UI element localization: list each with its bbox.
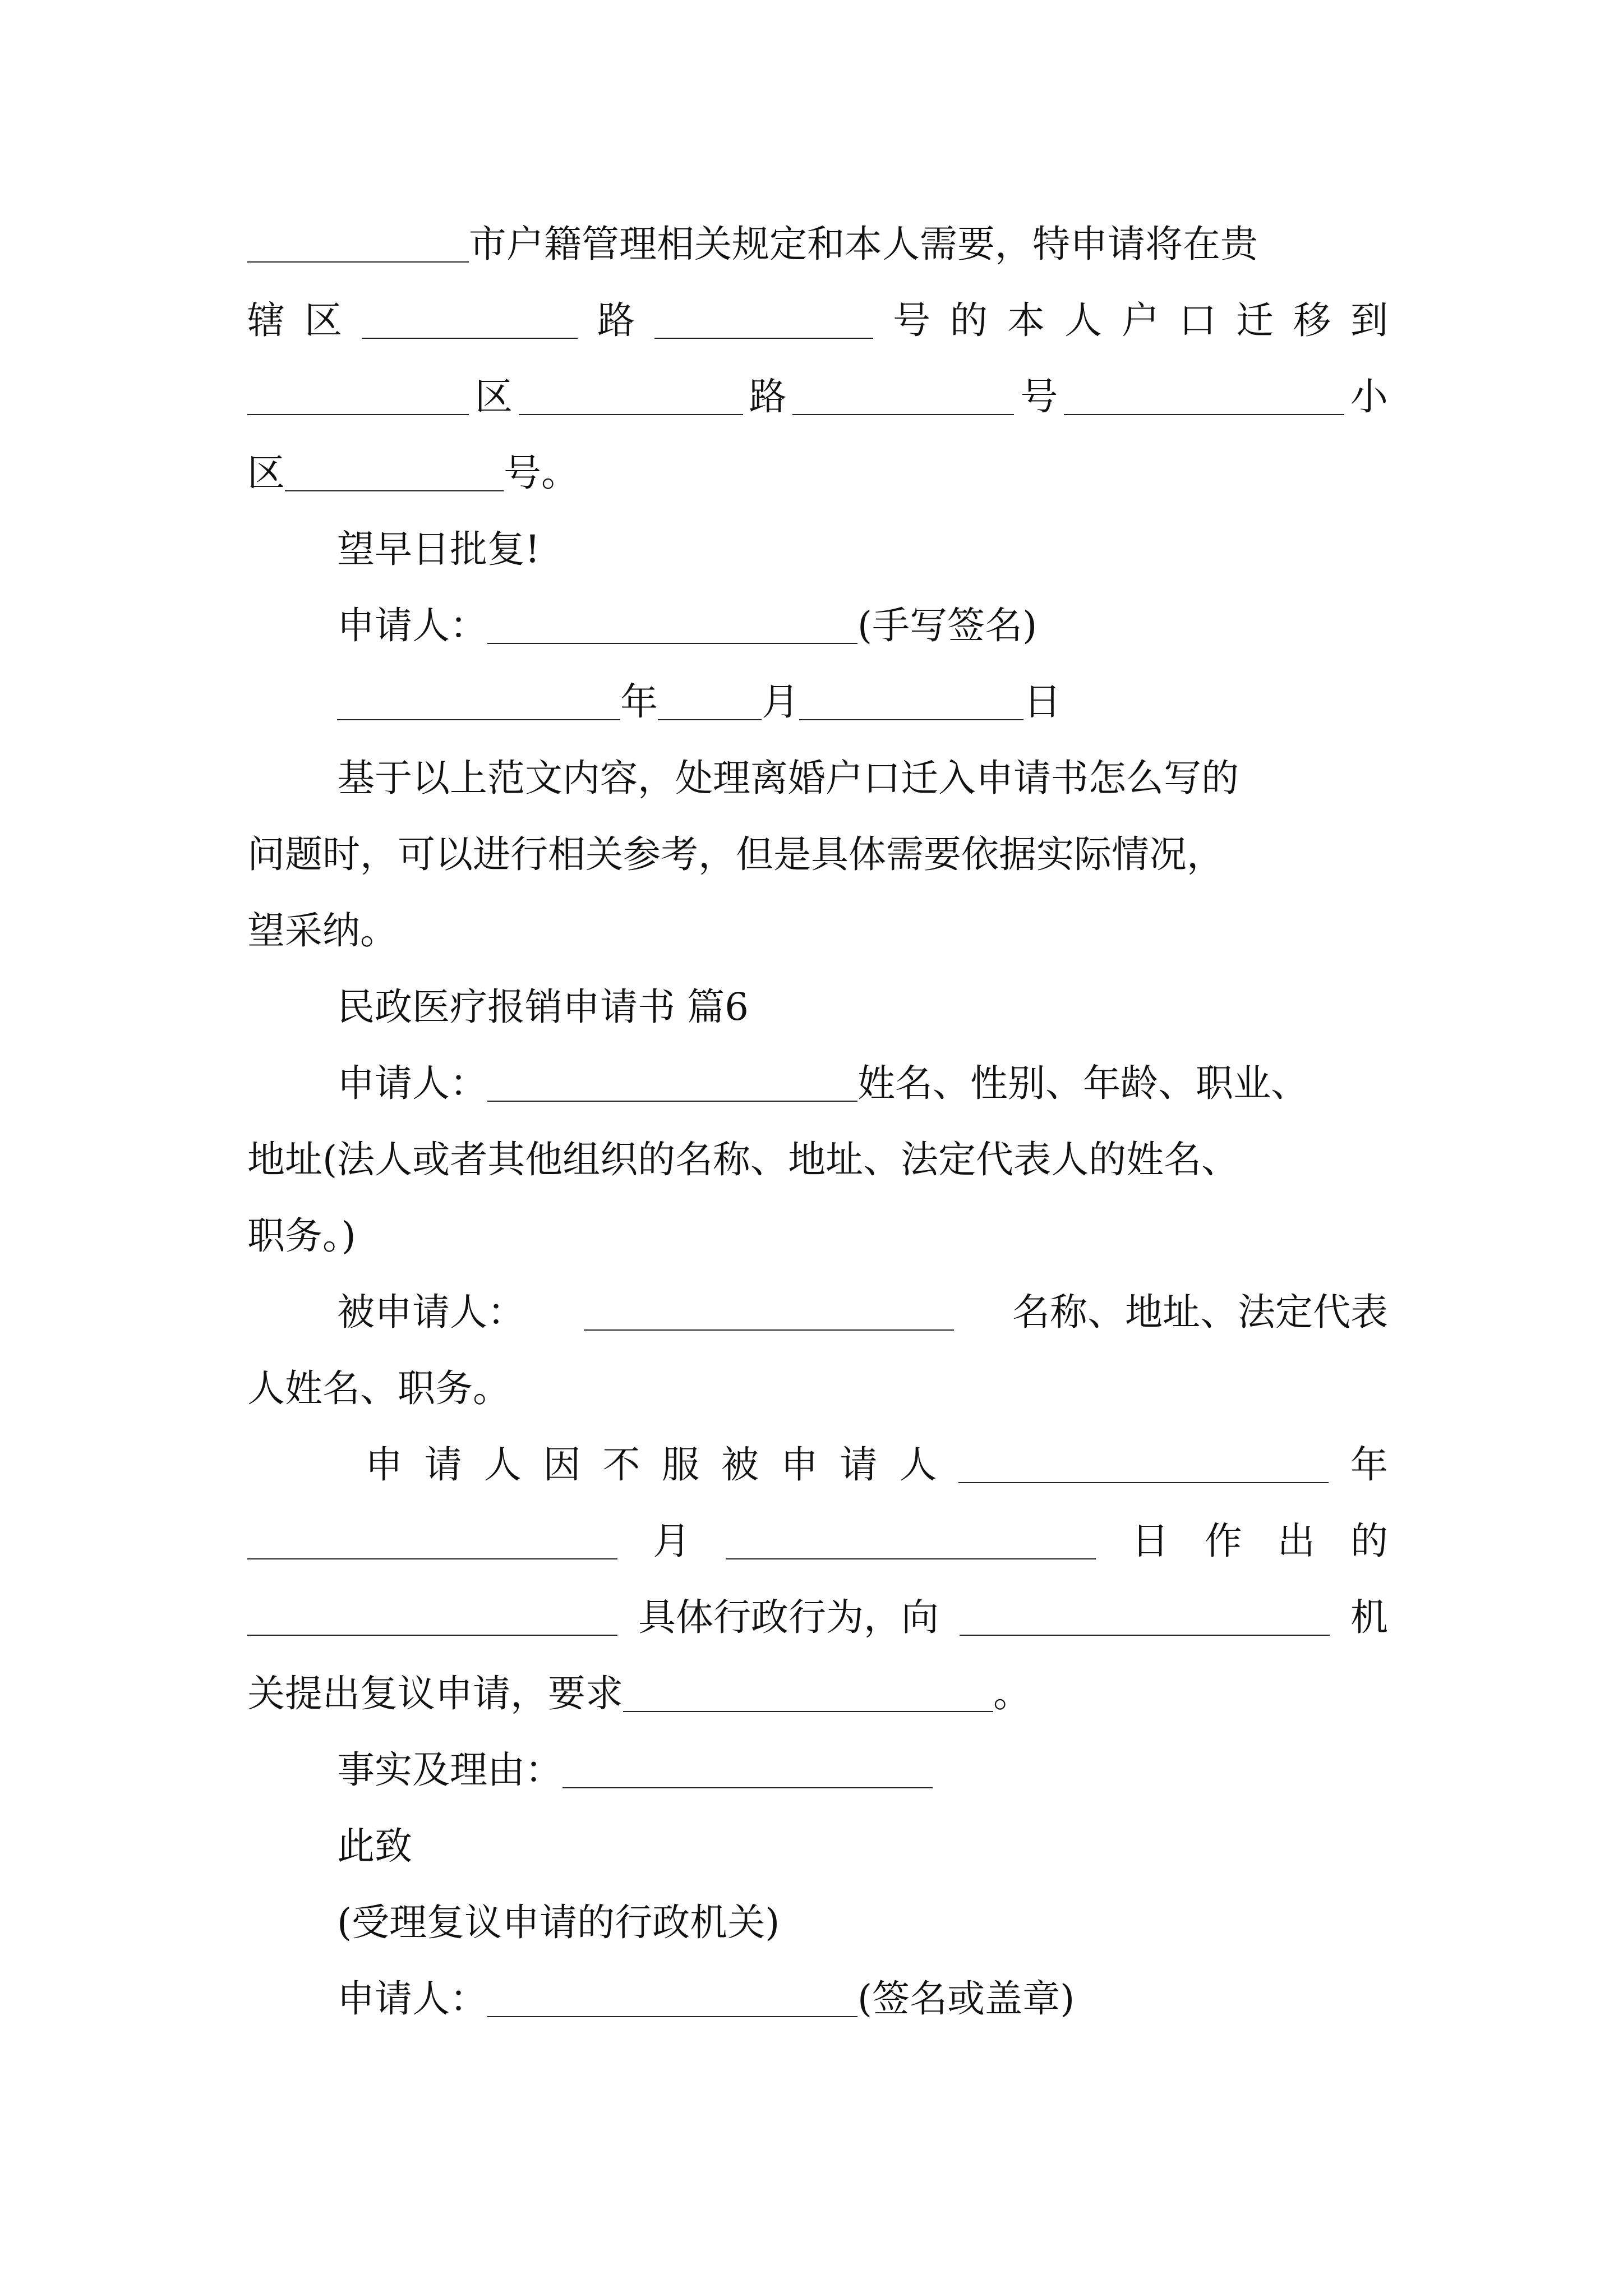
text: 辖 (247, 298, 285, 342)
text-line (247, 442, 1388, 504)
text: 人姓名、职务。 (247, 1366, 510, 1410)
text: 月 (653, 1519, 691, 1563)
text: 姓名、性别、年龄、职业、 (857, 1061, 1308, 1105)
text: 市户籍管理相关规定和本人需要，特申请将在贵 (469, 222, 1258, 266)
text: 户 (1122, 298, 1159, 342)
text-line (247, 1129, 1388, 1190)
fill-in-blank (658, 719, 762, 720)
text: 月 (762, 680, 799, 724)
text-line (337, 1739, 1388, 1801)
fill-in-blank (960, 1635, 1330, 1636)
text: 的 (950, 298, 988, 342)
text: 小 (1350, 375, 1388, 418)
fill-in-blank (958, 1482, 1329, 1483)
text-line (247, 366, 1388, 427)
text: 作 (1204, 1519, 1242, 1563)
fill-in-blank (519, 414, 743, 415)
text-line (247, 900, 1388, 961)
text-line (247, 1358, 1388, 1419)
text: 号 (893, 298, 930, 342)
text: 人 (1064, 298, 1102, 342)
text: 本 (1007, 298, 1045, 342)
text: 申请人： (337, 1061, 487, 1105)
fill-in-blank (792, 414, 1014, 415)
text: 申 (780, 1443, 818, 1487)
text-line (247, 1663, 1388, 1724)
fill-in-blank (726, 1558, 1096, 1559)
text: 服 (662, 1443, 700, 1487)
text-line (247, 213, 1388, 275)
text: 问题时，可以进行相关参考，但是具体需要依据实际情况， (247, 832, 1224, 876)
text: 的 (1350, 1519, 1388, 1563)
fill-in-blank (285, 490, 504, 491)
text-line (247, 289, 1388, 351)
fill-in-blank (562, 1787, 933, 1788)
text: 日 (1023, 680, 1061, 724)
text: 号。 (504, 451, 579, 495)
text: 年 (620, 680, 658, 724)
text-line (337, 1815, 1388, 1877)
text: 区 (474, 375, 513, 418)
text-line (337, 1281, 1388, 1343)
text: 日 (1131, 1519, 1169, 1563)
fill-in-blank (247, 1558, 617, 1559)
text: 申请人： (337, 604, 487, 647)
fill-in-blank (1064, 414, 1344, 415)
text: 区 (247, 451, 285, 495)
text: 职务。) (247, 1214, 356, 1258)
text: 路 (749, 375, 787, 418)
text-line (337, 1968, 1388, 2030)
text: 因 (543, 1443, 581, 1487)
text: 。 (993, 1672, 1031, 1715)
fill-in-blank (584, 1329, 954, 1331)
text-line (337, 595, 1388, 656)
text: (签名或盖章) (857, 1977, 1075, 2021)
text: 移 (1293, 298, 1331, 342)
text: 具体行政行为，向 (638, 1595, 939, 1639)
text: 地址(法人或者其他组织的名称、地址、法定代表人的姓名、 (247, 1138, 1239, 1181)
text: 人 (483, 1443, 522, 1487)
fill-in-blank (247, 261, 469, 263)
fill-in-blank (337, 719, 620, 720)
fill-in-blank (799, 719, 1023, 720)
text: 申 (365, 1443, 403, 1487)
text-line (247, 1586, 1388, 1648)
text: 不 (602, 1443, 640, 1487)
text: (手写签名) (857, 604, 1038, 647)
fill-in-blank (487, 643, 857, 644)
text-line (247, 823, 1388, 885)
text-line (337, 671, 1388, 733)
fill-in-blank (362, 338, 578, 339)
text: 号 (1020, 375, 1058, 418)
text: 被 (721, 1443, 759, 1487)
text: 人 (899, 1443, 937, 1487)
text: 民政医疗报销申请书 篇6 (337, 985, 749, 1029)
text: 基于以上范文内容，处理离婚户口迁入申请书怎么写的 (337, 756, 1239, 800)
text-line (337, 1892, 1388, 1953)
text-line (247, 1510, 1388, 1572)
text-line (337, 747, 1388, 809)
text: 望早日批复! (337, 527, 540, 571)
text: 迁 (1236, 298, 1274, 342)
fill-in-blank (487, 1101, 857, 1102)
text: 口 (1179, 298, 1216, 342)
text: 申请人： (337, 1977, 487, 2021)
text-line (337, 518, 1388, 580)
fill-in-blank (487, 2016, 857, 2017)
text-line (365, 1434, 1388, 1496)
text: 出 (1277, 1519, 1315, 1563)
text-line (247, 1205, 1388, 1267)
fill-in-blank (623, 1711, 993, 1712)
fill-in-blank (247, 414, 469, 415)
text-line (337, 1052, 1388, 1114)
text: 区 (305, 298, 342, 342)
text: 名称、地址、法定代表 (1012, 1290, 1388, 1334)
text: 路 (597, 298, 635, 342)
fill-in-blank (247, 1635, 617, 1636)
text: (受理复议申请的行政机关) (337, 1901, 780, 1944)
section-heading (337, 976, 1388, 1038)
text: 年 (1350, 1443, 1388, 1487)
text: 请 (424, 1443, 462, 1487)
text: 望采纳。 (247, 909, 398, 953)
text: 机 (1350, 1595, 1388, 1639)
text: 此致 (337, 1824, 412, 1868)
fill-in-blank (654, 338, 873, 339)
text: 事实及理由： (337, 1748, 562, 1792)
text: 关提出复议申请，要求 (247, 1672, 623, 1715)
text: 被申请人： (337, 1290, 525, 1334)
text: 到 (1350, 298, 1388, 342)
text: 请 (840, 1443, 878, 1487)
